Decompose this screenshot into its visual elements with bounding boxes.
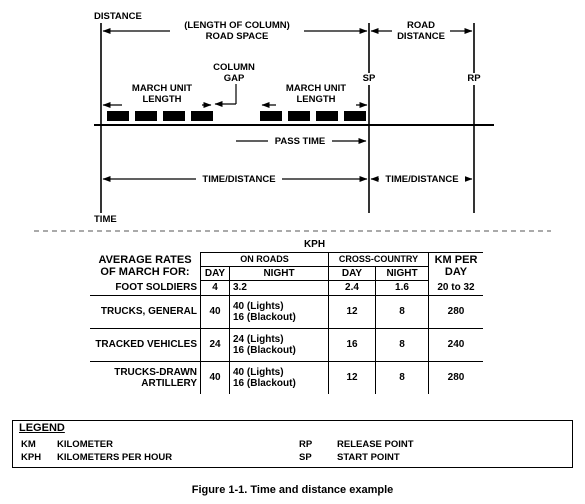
km-per-day-header: KM PER DAY bbox=[429, 252, 484, 280]
vehicle-marker bbox=[107, 111, 129, 121]
legend-abbr-km: KM bbox=[21, 439, 36, 450]
column-gap-label: COLUMN GAP bbox=[213, 62, 255, 84]
row-header: AVERAGE RATES OF MARCH FOR: bbox=[98, 254, 192, 278]
kph-header: KPH bbox=[303, 239, 326, 251]
table-row: TRUCKS, GENERAL 40 40 (Lights) 16 (Blackout) 12 8 280 bbox=[90, 295, 483, 328]
table-row: TRACKED VEHICLES 24 24 (Lights) 16 (Blackout) 16 8 240 bbox=[90, 328, 483, 361]
vehicle-marker bbox=[191, 111, 213, 121]
table-row: FOOT SOLDIERS 4 3.2 2.4 1.6 20 to 32 bbox=[90, 280, 483, 295]
legend-abbr-kph: KPH bbox=[21, 452, 42, 463]
figure-caption: Figure 1-1. Time and distance example bbox=[191, 484, 394, 496]
time-label: TIME bbox=[94, 214, 117, 225]
road-distance-label: ROAD DISTANCE bbox=[397, 20, 445, 42]
cc-night-header: NIGHT bbox=[376, 266, 429, 280]
vehicle-marker bbox=[344, 111, 366, 121]
table-row: TRUCKS-DRAWN ARTILLERY 40 40 (Lights) 16 (Blackout) 12 8 280 bbox=[90, 361, 483, 394]
pass-time-label: PASS TIME bbox=[274, 136, 326, 147]
sp-label: SP bbox=[362, 73, 376, 84]
on-roads-header: ON ROADS bbox=[201, 252, 329, 266]
cross-country-header: CROSS-COUNTRY bbox=[329, 252, 429, 266]
vehicle-marker bbox=[163, 111, 185, 121]
road-space-label: (LENGTH OF COLUMN) ROAD SPACE bbox=[184, 20, 290, 42]
distance-label: DISTANCE bbox=[94, 11, 142, 22]
legend-meaning-kph: KILOMETERS PER HOUR bbox=[57, 452, 173, 463]
legend-title: LEGEND bbox=[19, 422, 65, 434]
cc-day-header: DAY bbox=[329, 266, 376, 280]
vehicle-marker bbox=[316, 111, 338, 121]
time-distance-label-1: TIME/DISTANCE bbox=[202, 174, 276, 185]
legend-meaning-rp: RELEASE POINT bbox=[337, 439, 414, 450]
legend-meaning-km: KILOMETER bbox=[57, 439, 113, 450]
vehicle-marker bbox=[135, 111, 157, 121]
road-day-header: DAY bbox=[201, 266, 230, 280]
legend-box bbox=[12, 420, 573, 468]
march-rates-table bbox=[90, 238, 483, 394]
legend-abbr-rp: RP bbox=[299, 439, 313, 450]
legend-meaning-sp: START POINT bbox=[337, 452, 400, 463]
rp-label: RP bbox=[467, 73, 481, 84]
vehicle-marker bbox=[260, 111, 282, 121]
road-night-header: NIGHT bbox=[230, 266, 329, 280]
time-distance-label-2: TIME/DISTANCE bbox=[385, 174, 459, 185]
vehicle-marker bbox=[288, 111, 310, 121]
legend-abbr-sp: SP bbox=[299, 452, 312, 463]
march-unit-length-label-1: MARCH UNIT LENGTH bbox=[131, 83, 193, 105]
march-unit-length-label-2: MARCH UNIT LENGTH bbox=[285, 83, 347, 105]
